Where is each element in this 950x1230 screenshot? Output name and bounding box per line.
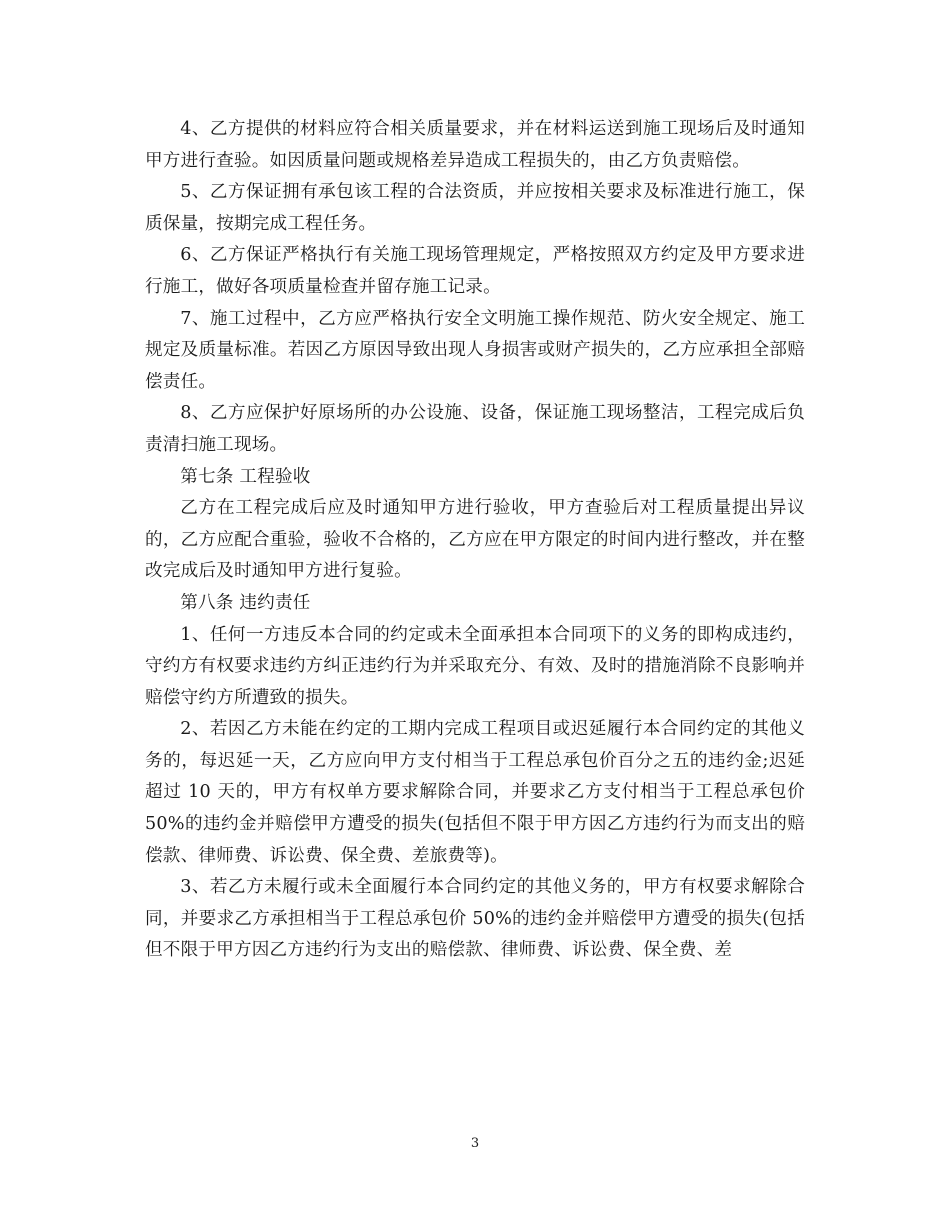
article-8-item-1: 1、任何一方违反本合同的约定或未全面承担本合同项下的义务的即构成违约，守约方有权要求违约方纠正违约行为并采取充分、有效、及时的措施消除不良影响并赔偿守约方所遭致的损失。 <box>145 624 805 708</box>
article-7-heading: 第七条 工程验收 <box>180 466 311 487</box>
article-8-item-3: 3、若乙方未履行或未全面履行本合同约定的其他义务的，甲方有权要求解除合同，并要求乙方承担相当于工程总承包价 50%的违约金并赔偿甲方遭受的损失(包括但不限于甲方因乙方违约行为支出的赔偿款、律师费、诉讼费、保全费、差 <box>145 877 805 961</box>
document-body <box>145 114 805 967</box>
article-7-body: 乙方在工程完成后应及时通知甲方进行验收，甲方查验后对工程质量提出异议的，乙方应配合重验，验收不合格的，乙方应在甲方限定的时间内进行整改，并在整改完成后及时通知甲方进行复验。 <box>145 498 805 582</box>
clause-7: 7、施工过程中，乙方应严格执行安全文明施工操作规范、防火安全规定、施工规定及质量标准。若因乙方原因导致出现人身损害或财产损失的，乙方应承担全部赔偿责任。 <box>145 308 805 392</box>
clause-8: 8、乙方应保护好原场所的办公设施、设备，保证施工现场整洁，工程完成后负责清扫施工现场。 <box>145 403 805 455</box>
article-8-item-2: 2、若因乙方未能在约定的工期内完成工程项目或迟延履行本合同约定的其他义务的，每迟延一天，乙方应向甲方支付相当于工程总承包价百分之五的违约金;迟延超过 10 天的，甲方有权单方要求解除合同，并要求乙方支付相当于工程总承包价 50%的违约金并赔偿甲方遭受的损失(包括但不限于甲方因乙方违约行为而支出的赔偿款、律师费、诉讼费、保全费、差旅费等)。 <box>145 719 805 866</box>
clause-6: 6、乙方保证严格执行有关施工现场管理规定，严格按照双方约定及甲方要求进行施工，做好各项质量检查并留存施工记录。 <box>145 245 805 297</box>
page-number: 3 <box>470 1136 480 1151</box>
clause-4: 4、乙方提供的材料应符合相关质量要求，并在材料运送到施工现场后及时通知甲方进行查验。如因质量问题或规格差异造成工程损失的，由乙方负责赔偿。 <box>145 119 805 171</box>
clause-5: 5、乙方保证拥有承包该工程的合法资质，并应按相关要求及标准进行施工，保质保量，按期完成工程任务。 <box>145 182 805 234</box>
article-8-heading: 第八条 违约责任 <box>180 592 311 613</box>
